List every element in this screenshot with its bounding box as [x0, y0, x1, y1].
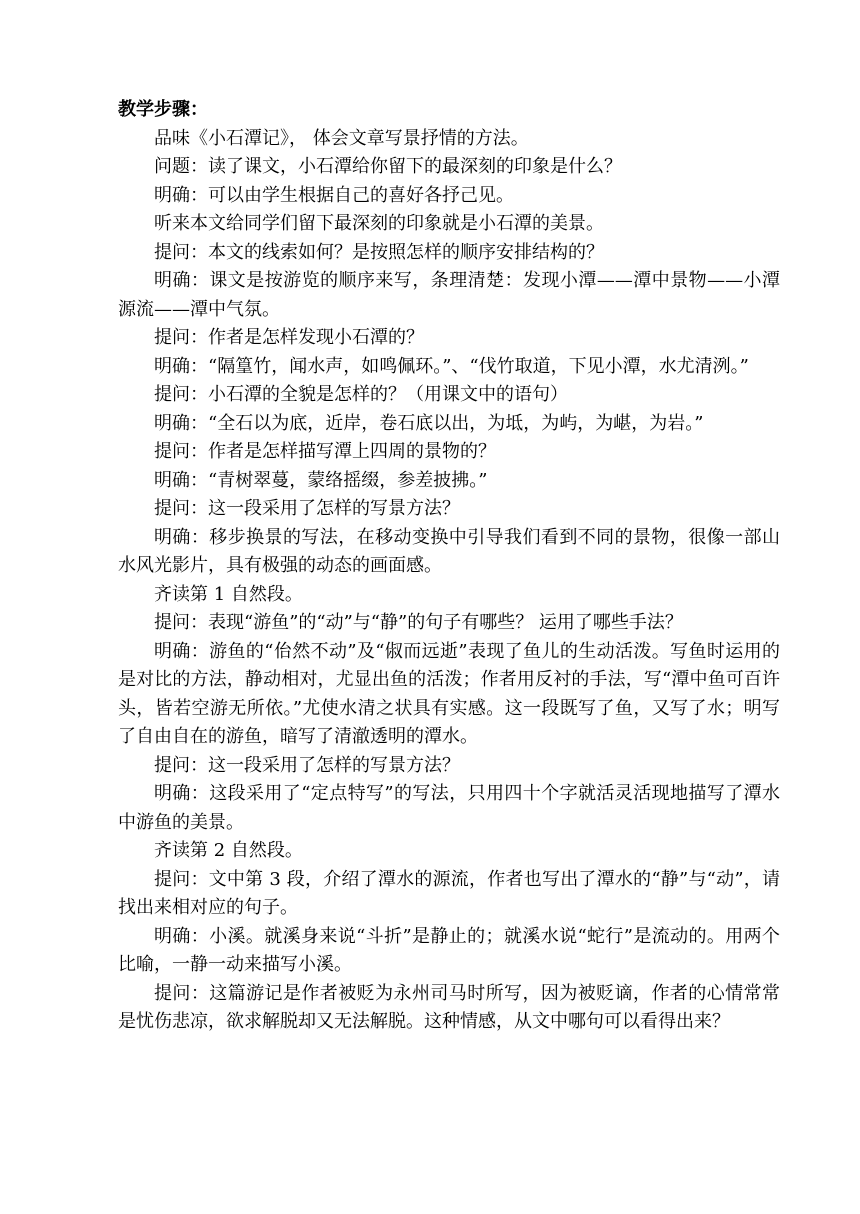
paragraph: 提问：文中第 3 段，介绍了潭水的源流，作者也写出了潭水的“静”与“动”，请找出来相对应的句子。 — [118, 868, 780, 918]
paragraph: 提问：表现“游鱼”的“动”与“静”的句子有哪些？ 运用了哪些手法？ — [154, 612, 683, 633]
paragraph: 问题：读了课文，小石潭给你留下的最深刻的印象是什么？ — [154, 156, 622, 177]
paragraph: 提问：本文的线索如何？是按照怎样的顺序安排结构的？ — [154, 241, 604, 263]
paragraph: 提问：这一段采用了怎样的写景方法？ — [154, 498, 460, 519]
paragraph: 提问：这一段采用了怎样的写景方法？ — [154, 754, 460, 776]
paragraph: 明确：“全石以为底，近岸，卷石底以出，为坻，为屿，为嵁，为岩。” — [154, 412, 704, 434]
paragraph: 明确：游鱼的“佁然不动”及“俶而远逝”表现了鱼儿的生动活泼。写鱼时运用的是对比的方法，静动相对，尤显出鱼的活泼；作者用反衬的手法，写“潭中鱼可百许头，皆若空游无所依。”尤使水清之状具有实感。这一段既写了鱼，又写了水；明写了自由自在的游鱼，暗写了清澈透明的潭水。 — [118, 640, 780, 747]
paragraph: 齐读第 1 自然段。 — [154, 583, 303, 605]
paragraph: 明确：这段采用了“定点特写”的写法，只用四十个字就活灵活现地描写了潭水中游鱼的美景。 — [118, 783, 780, 833]
paragraph: 齐读第 2 自然段。 — [154, 840, 303, 861]
paragraph: 品味《小石潭记》， 体会文章写景抒情的方法。 — [154, 127, 529, 149]
paragraph: 提问：小石潭的全貌是怎样的？（用课文中的语句） — [154, 384, 568, 405]
paragraph: 明确：可以由学生根据自己的喜好各抒己见。 — [154, 184, 514, 206]
paragraph: 明确：移步换景的写法，在移动变换中引导我们看到不同的景物，很像一部山水风光影片，具有极强的动态的画面感。 — [118, 526, 780, 576]
paragraph: 提问：这篇游记是作者被贬为永州司马时所写，因为被贬谪，作者的心情常常是忧伤悲凉，欲求解脱却又无法解脱。这种情感，从文中哪句可以看得出来？ — [118, 982, 780, 1032]
paragraph: 明确：“青树翠蔓，蒙络摇缀，参差披拂。” — [154, 469, 488, 491]
paragraph: 明确：课文是按游览的顺序来写，条理清楚：发现小潭——潭中景物——小潭源流——潭中气氛。 — [118, 270, 780, 320]
paragraph: 明确：“隔篁竹，闻水声，如鸣佩环。”、“伐竹取道，下见小潭，水尤清洌。” — [154, 355, 749, 377]
paragraph: 提问：作者是怎样描写潭上四周的景物的？ — [154, 441, 496, 462]
document-body — [118, 96, 780, 1037]
paragraph: 提问：作者是怎样发现小石潭的？ — [154, 327, 424, 348]
paragraph: 明确：小溪。就溪身来说“斗折”是静止的；就溪水说“蛇行”是流动的。用两个比喻，一静一动来描写小溪。 — [118, 925, 780, 975]
section-heading: 教学步骤： — [118, 99, 208, 120]
paragraph: 听来本文给同学们留下最深刻的印象就是小石潭的美景。 — [154, 213, 604, 234]
